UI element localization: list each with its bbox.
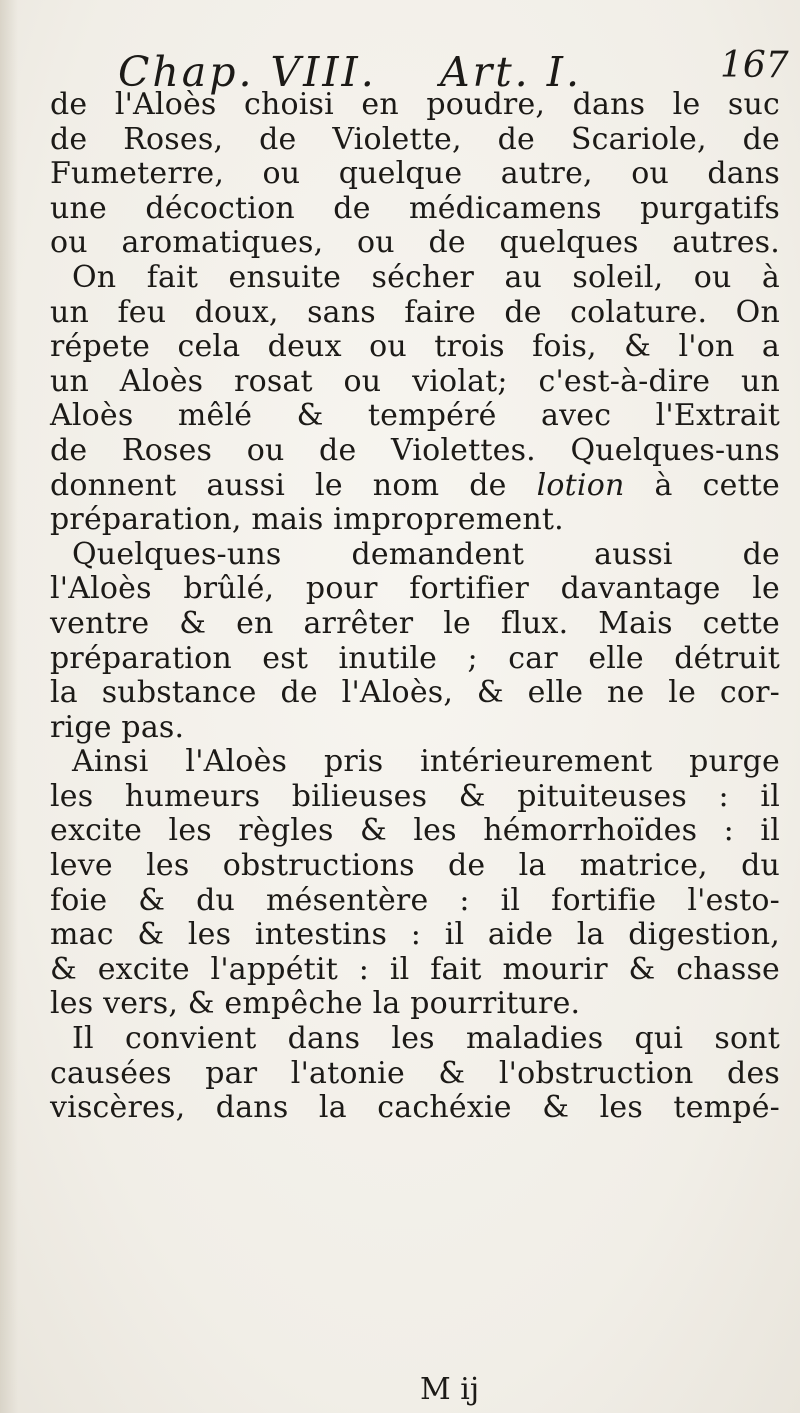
text-line: l'Aloès brûlé, pour fortifier davantage le xyxy=(50,571,780,607)
text-line: viscères, dans la cachéxie & les tempé- xyxy=(50,1090,780,1126)
text-line: Aloès mêlé & tempéré avec l'Extrait xyxy=(50,398,780,434)
text-line: la substance de l'Aloès, & elle ne le cor- xyxy=(50,675,780,711)
text-line: de l'Aloès choisi en poudre, dans le suc xyxy=(50,87,780,122)
article-heading: Art. I. xyxy=(440,48,582,96)
text-line: répete cela deux ou trois fois, & l'on a xyxy=(50,329,780,365)
text-line: un Aloès rosat ou violat; c'est-à-dire un xyxy=(50,363,780,399)
text-line: causées par l'atonie & l'obstruction des xyxy=(50,1055,780,1091)
text-line: une décoction de médicamens purgatifs xyxy=(50,190,780,226)
text-line: donnent aussi le nom de lotion à cette xyxy=(50,467,780,503)
italic-term: lotion xyxy=(536,467,625,503)
body-text xyxy=(50,88,780,1126)
text-line: foie & du mésentère : il fortifie l'esto- xyxy=(50,882,780,918)
text-line: les vers, & empêche la pourriture. xyxy=(50,986,581,1022)
text-line: mac & les intestins : il aide la digestion, xyxy=(50,917,780,953)
text-line: préparation, mais improprement. xyxy=(50,502,564,538)
text-line: rige pas. xyxy=(50,709,185,745)
text-line: ventre & en arrêter le flux. Mais cette xyxy=(50,605,780,641)
paragraph-start-line: On fait ensuite sécher au soleil, ou à xyxy=(72,259,780,295)
text-line: un feu doux, sans faire de colature. On xyxy=(50,294,780,330)
page-number: 167 xyxy=(720,45,789,86)
text-line: & excite l'appétit : il fait mourir & chasse xyxy=(50,951,780,987)
text-line: de Roses ou de Violettes. Quelques-uns xyxy=(50,432,780,468)
paragraph-start-line: Ainsi l'Aloès pris intérieurement purge xyxy=(72,744,780,780)
text-line: de Roses, de Violette, de Scariole, de xyxy=(50,121,780,157)
chapter-heading: Chap. VIII. xyxy=(118,48,377,96)
text-line: leve les obstructions de la matrice, du xyxy=(50,848,780,884)
text-line: préparation est inutile ; car elle détruit xyxy=(50,640,780,676)
text-line: les humeurs bilieuses & pituiteuses : il xyxy=(50,778,780,814)
paragraph-start-line: Quelques-uns demandent aussi de xyxy=(72,536,780,572)
text-line: excite les règles & les hémorrhoïdes : il xyxy=(50,813,780,849)
page-gutter-shadow xyxy=(0,0,18,1413)
text-line: ou aromatiques, ou de quelques autres. xyxy=(50,225,780,261)
signature-mark: M ij xyxy=(420,1372,480,1407)
paragraph-start-line: Il convient dans les maladies qui sont xyxy=(72,1021,780,1057)
text-line: Fumeterre, ou quelque autre, ou dans xyxy=(50,156,780,192)
